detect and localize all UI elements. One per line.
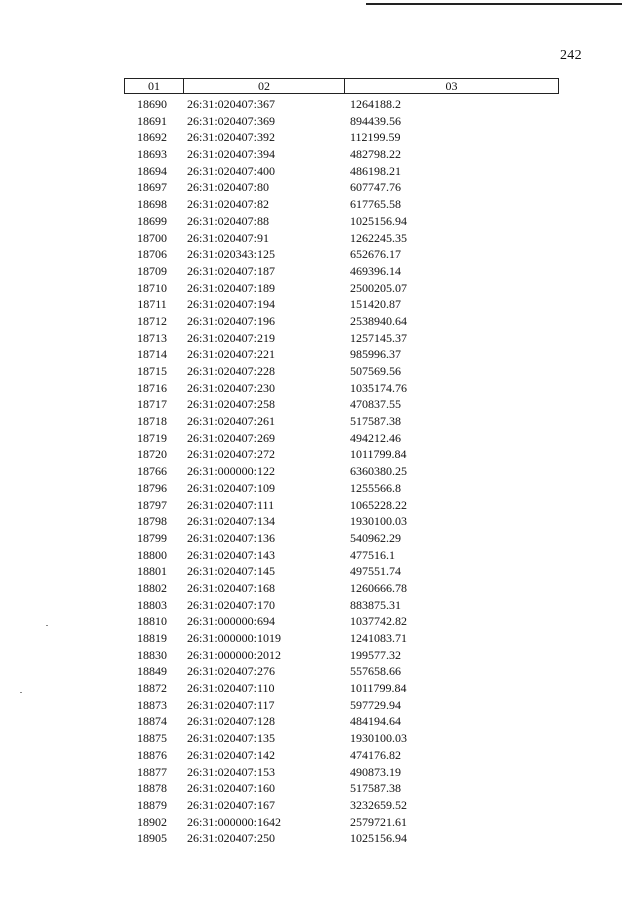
cell-cadastral-id: 26:31:020407:160 bbox=[187, 781, 276, 796]
table-row bbox=[124, 480, 559, 497]
table-row bbox=[124, 213, 559, 230]
cell-value: 482798.22 bbox=[350, 147, 401, 162]
table-row bbox=[124, 513, 559, 530]
table-body bbox=[124, 96, 559, 847]
cell-cadastral-id: 26:31:020407:276 bbox=[187, 664, 276, 679]
cell-cadastral-id: 26:31:000000:122 bbox=[187, 464, 276, 479]
cell-number: 18902 bbox=[137, 814, 167, 829]
cell-number: 18715 bbox=[137, 364, 167, 378]
table-row bbox=[124, 363, 559, 380]
cell-number: 18830 bbox=[137, 647, 167, 662]
cell-cadastral-id: 26:31:020407:109 bbox=[187, 480, 276, 495]
cell-value: 540962.29 bbox=[350, 530, 401, 545]
cell-number: 18713 bbox=[137, 330, 167, 345]
table-row bbox=[124, 780, 559, 797]
cell-value: 597729.94 bbox=[350, 697, 401, 712]
table-row bbox=[124, 396, 559, 413]
cell-value: 557658.66 bbox=[350, 664, 401, 679]
cell-value: 2500205.07 bbox=[350, 280, 407, 295]
cell-number: 18694 bbox=[137, 163, 167, 178]
table-row bbox=[124, 547, 559, 564]
cell-number: 18796 bbox=[137, 480, 167, 495]
cell-cadastral-id: 26:31:020407:82 bbox=[187, 197, 270, 212]
cell-cadastral-id: 26:31:000000:1019 bbox=[187, 631, 282, 645]
cell-cadastral-id: 26:31:020407:272 bbox=[187, 447, 276, 462]
cell-value: 894439.56 bbox=[350, 113, 401, 128]
cell-value: 507569.56 bbox=[350, 364, 401, 378]
cell-number: 18712 bbox=[137, 313, 167, 328]
cell-cadastral-id: 26:31:020407:219 bbox=[187, 330, 276, 345]
page-number: 242 bbox=[560, 48, 582, 63]
column-header-01: 01 bbox=[125, 79, 184, 93]
cell-number: 18849 bbox=[137, 664, 167, 679]
cell-cadastral-id: 26:31:020407:250 bbox=[187, 831, 276, 846]
cell-number: 18802 bbox=[137, 580, 167, 595]
cell-value: 494212.46 bbox=[350, 430, 401, 445]
cell-cadastral-id: 26:31:020407:167 bbox=[187, 797, 276, 812]
column-header-02: 02 bbox=[184, 79, 345, 93]
cell-number: 18716 bbox=[137, 380, 167, 395]
cell-number: 18876 bbox=[137, 747, 167, 762]
table-row bbox=[124, 230, 559, 247]
table-row bbox=[124, 179, 559, 196]
table-row bbox=[124, 246, 559, 263]
cell-number: 18803 bbox=[137, 597, 167, 612]
cell-cadastral-id: 26:31:020407:369 bbox=[187, 113, 276, 128]
cell-value: 1255566.8 bbox=[350, 480, 401, 495]
cell-cadastral-id: 26:31:020407:168 bbox=[187, 580, 276, 595]
table-row bbox=[124, 96, 559, 113]
cell-value: 474176.82 bbox=[350, 747, 401, 762]
cell-value: 652676.17 bbox=[350, 247, 401, 262]
cell-number: 18714 bbox=[137, 347, 167, 362]
cell-cadastral-id: 26:31:020407:110 bbox=[187, 681, 275, 696]
cell-value: 1025156.94 bbox=[350, 213, 407, 228]
table-row bbox=[124, 497, 559, 514]
cell-value: 112199.59 bbox=[350, 130, 401, 145]
cell-value: 1025156.94 bbox=[350, 831, 407, 846]
cell-value: 199577.32 bbox=[350, 647, 401, 662]
cell-cadastral-id: 26:31:020407:261 bbox=[187, 414, 276, 429]
cell-cadastral-id: 26:31:020407:117 bbox=[187, 697, 275, 712]
cell-cadastral-id: 26:31:020407:80 bbox=[187, 180, 270, 195]
cell-number: 18800 bbox=[137, 547, 167, 562]
cell-value: 1262245.35 bbox=[350, 230, 407, 245]
cell-value: 497551.74 bbox=[350, 564, 401, 579]
cell-value: 1011799.84 bbox=[350, 681, 407, 696]
table-row bbox=[124, 313, 559, 330]
cell-number: 18706 bbox=[137, 247, 167, 262]
cell-cadastral-id: 26:31:020407:128 bbox=[187, 714, 276, 729]
table-row bbox=[124, 196, 559, 213]
cell-cadastral-id: 26:31:020407:269 bbox=[187, 430, 276, 445]
cell-value: 517587.38 bbox=[350, 414, 401, 429]
cell-value: 617765.58 bbox=[350, 197, 401, 212]
table-row bbox=[124, 430, 559, 447]
table-row bbox=[124, 730, 559, 747]
table-row bbox=[124, 129, 559, 146]
table-row bbox=[124, 163, 559, 180]
table-row bbox=[124, 380, 559, 397]
table-row bbox=[124, 463, 559, 480]
cell-number: 18718 bbox=[137, 414, 167, 429]
table-row bbox=[124, 764, 559, 781]
cell-number: 18710 bbox=[137, 280, 167, 295]
cell-cadastral-id: 26:31:020407:367 bbox=[187, 97, 276, 111]
cell-value: 883875.31 bbox=[350, 597, 401, 612]
cell-number: 18697 bbox=[137, 180, 167, 195]
cell-value: 1257145.37 bbox=[350, 330, 407, 345]
cell-number: 18700 bbox=[137, 230, 167, 245]
cell-number: 18719 bbox=[137, 430, 167, 445]
cell-cadastral-id: 26:31:020407:230 bbox=[187, 380, 276, 395]
cell-cadastral-id: 26:31:020407:394 bbox=[187, 147, 276, 162]
cell-cadastral-id: 26:31:020407:134 bbox=[187, 514, 276, 529]
table-row bbox=[124, 830, 559, 847]
cell-number: 18799 bbox=[137, 530, 167, 545]
cell-number: 18720 bbox=[137, 447, 167, 462]
table-row bbox=[124, 296, 559, 313]
cell-value: 6360380.25 bbox=[350, 464, 407, 479]
cell-cadastral-id: 26:31:020407:221 bbox=[187, 347, 276, 362]
table-row bbox=[124, 280, 559, 297]
cell-number: 18698 bbox=[137, 197, 167, 212]
cell-cadastral-id: 26:31:020407:111 bbox=[187, 497, 275, 512]
table-row bbox=[124, 113, 559, 130]
cell-number: 18873 bbox=[137, 697, 167, 712]
cell-cadastral-id: 26:31:020407:400 bbox=[187, 163, 276, 178]
table-row bbox=[124, 146, 559, 163]
cell-number: 18690 bbox=[137, 97, 167, 111]
cell-number: 18801 bbox=[137, 564, 167, 579]
table-row bbox=[124, 630, 559, 647]
table-header bbox=[124, 78, 559, 94]
cell-number: 18798 bbox=[137, 514, 167, 529]
cell-value: 1241083.71 bbox=[350, 631, 407, 645]
cell-value: 1037742.82 bbox=[350, 614, 407, 629]
cell-cadastral-id: 26:31:020407:258 bbox=[187, 397, 276, 412]
scan-speck bbox=[20, 692, 22, 693]
top-rule bbox=[366, 3, 622, 5]
cell-number: 18877 bbox=[137, 764, 167, 779]
table-row bbox=[124, 597, 559, 614]
cell-value: 2579721.61 bbox=[350, 814, 407, 829]
cell-cadastral-id: 26:31:000000:694 bbox=[187, 614, 276, 629]
cell-value: 1930100.03 bbox=[350, 514, 407, 529]
cell-cadastral-id: 26:31:020407:196 bbox=[187, 313, 276, 328]
cell-number: 18810 bbox=[137, 614, 167, 629]
table-row bbox=[124, 814, 559, 831]
cell-cadastral-id: 26:31:020407:170 bbox=[187, 597, 276, 612]
cell-value: 486198.21 bbox=[350, 163, 401, 178]
cell-value: 1264188.2 bbox=[350, 97, 401, 111]
table-row bbox=[124, 563, 559, 580]
cell-number: 18819 bbox=[137, 631, 167, 645]
cell-number: 18709 bbox=[137, 263, 167, 278]
cell-cadastral-id: 26:31:020407:88 bbox=[187, 213, 270, 228]
scan-speck bbox=[46, 625, 48, 626]
cell-cadastral-id: 26:31:000000:2012 bbox=[187, 647, 282, 662]
cell-value: 607747.76 bbox=[350, 180, 401, 195]
cell-cadastral-id: 26:31:020407:194 bbox=[187, 297, 276, 312]
cell-number: 18691 bbox=[137, 113, 167, 128]
table-row bbox=[124, 446, 559, 463]
cell-number: 18879 bbox=[137, 797, 167, 812]
cell-value: 151420.87 bbox=[350, 297, 401, 312]
cell-value: 484194.64 bbox=[350, 714, 401, 729]
cell-number: 18692 bbox=[137, 130, 167, 145]
cell-value: 3232659.52 bbox=[350, 797, 407, 812]
table-row bbox=[124, 697, 559, 714]
cell-value: 1065228.22 bbox=[350, 497, 407, 512]
cell-cadastral-id: 26:31:020407:153 bbox=[187, 764, 276, 779]
cell-cadastral-id: 26:31:020407:91 bbox=[187, 230, 270, 245]
table-row bbox=[124, 747, 559, 764]
cell-cadastral-id: 26:31:020407:135 bbox=[187, 731, 276, 746]
cell-cadastral-id: 26:31:020407:136 bbox=[187, 530, 276, 545]
cell-cadastral-id: 26:31:020343:125 bbox=[187, 247, 276, 262]
cell-number: 18878 bbox=[137, 781, 167, 796]
cell-value: 517587.38 bbox=[350, 781, 401, 796]
cell-number: 18905 bbox=[137, 831, 167, 846]
cell-number: 18693 bbox=[137, 147, 167, 162]
table-row bbox=[124, 330, 559, 347]
cell-value: 477516.1 bbox=[350, 547, 395, 562]
cell-number: 18766 bbox=[137, 464, 167, 479]
cell-cadastral-id: 26:31:020407:142 bbox=[187, 747, 276, 762]
cell-number: 18875 bbox=[137, 731, 167, 746]
table-row bbox=[124, 580, 559, 597]
cell-number: 18711 bbox=[137, 297, 167, 312]
cell-value: 1260666.78 bbox=[350, 580, 407, 595]
cell-cadastral-id: 26:31:020407:187 bbox=[187, 263, 276, 278]
cell-number: 18699 bbox=[137, 213, 167, 228]
table-row bbox=[124, 713, 559, 730]
cell-value: 2538940.64 bbox=[350, 313, 407, 328]
cell-value: 470837.55 bbox=[350, 397, 401, 412]
cell-cadastral-id: 26:31:020407:189 bbox=[187, 280, 276, 295]
cell-number: 18872 bbox=[137, 681, 167, 696]
cell-number: 18797 bbox=[137, 497, 167, 512]
table-row bbox=[124, 413, 559, 430]
cell-value: 490873.19 bbox=[350, 764, 401, 779]
column-header-03: 03 bbox=[445, 79, 458, 93]
table-row bbox=[124, 647, 559, 664]
cell-value: 985996.37 bbox=[350, 347, 401, 362]
table-row bbox=[124, 530, 559, 547]
cell-number: 18717 bbox=[137, 397, 167, 412]
cell-number: 18874 bbox=[137, 714, 167, 729]
cell-value: 1035174.76 bbox=[350, 380, 407, 395]
table-row bbox=[124, 613, 559, 630]
cell-cadastral-id: 26:31:000000:1642 bbox=[187, 814, 282, 829]
cell-cadastral-id: 26:31:020407:143 bbox=[187, 547, 276, 562]
cell-value: 469396.14 bbox=[350, 263, 401, 278]
table-row bbox=[124, 346, 559, 363]
cell-value: 1930100.03 bbox=[350, 731, 407, 746]
cell-cadastral-id: 26:31:020407:392 bbox=[187, 130, 276, 145]
table-row bbox=[124, 263, 559, 280]
table-row bbox=[124, 797, 559, 814]
table-row bbox=[124, 680, 559, 697]
data-table bbox=[124, 78, 559, 847]
cell-cadastral-id: 26:31:020407:145 bbox=[187, 564, 276, 579]
cell-cadastral-id: 26:31:020407:228 bbox=[187, 364, 276, 378]
cell-value: 1011799.84 bbox=[350, 447, 407, 462]
table-row bbox=[124, 663, 559, 680]
